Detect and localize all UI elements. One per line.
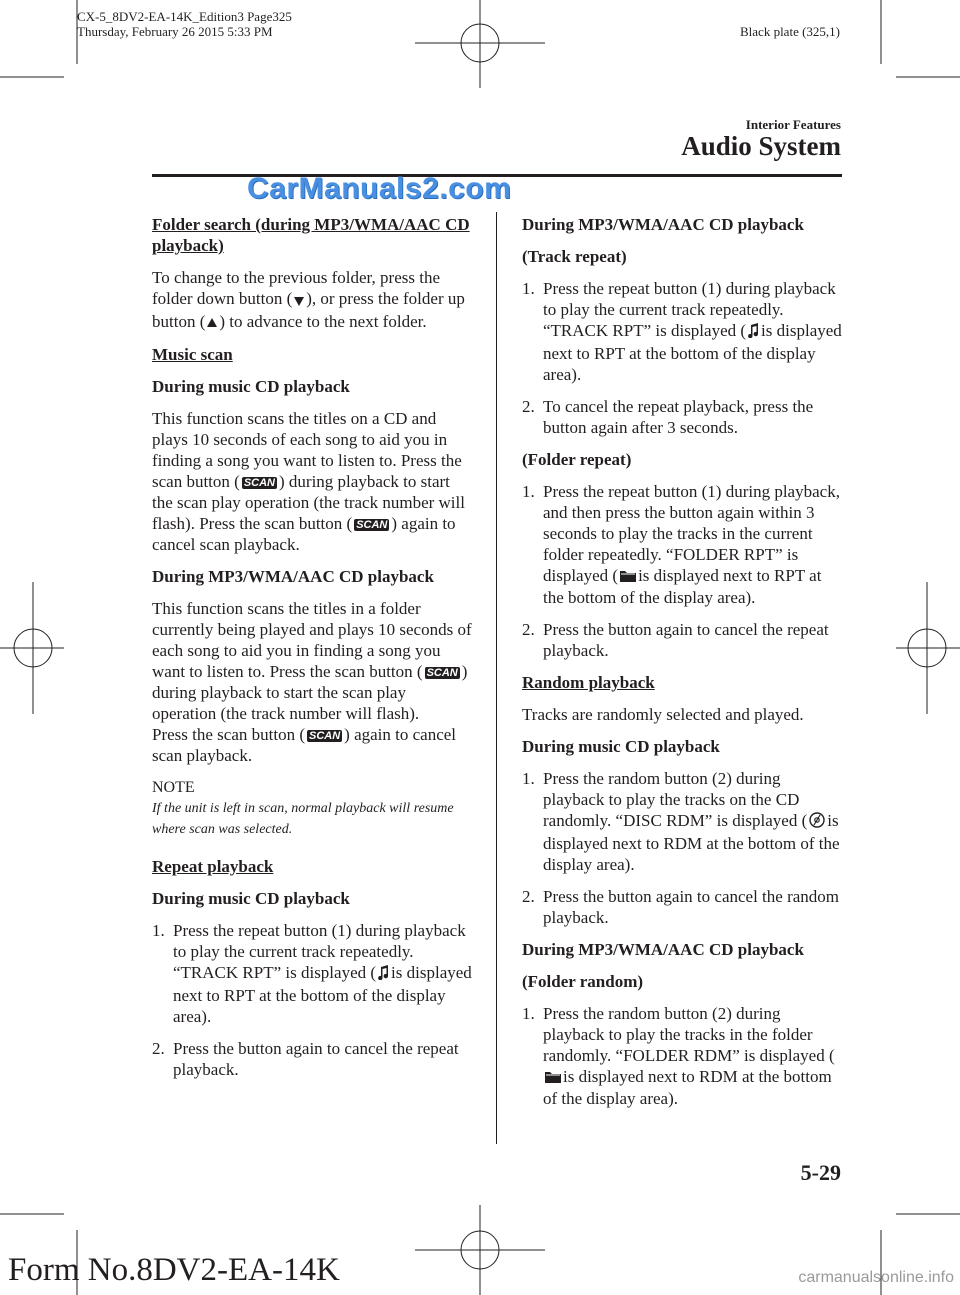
music-scan-heading: Music scan [152, 345, 233, 365]
scan-icon: SCAN [308, 730, 341, 743]
list-item: 2. Press the button again to cancel the repeat playback. [522, 620, 829, 661]
music-note-icon [378, 964, 389, 985]
mp3-scan-body: This function scans the titles in a folder currently being played and plays 10 seconds of each song to aid you in finding a song you want to listen to. Press the scan button ( SCAN ) during playback to start the scan play operation (the track number will flash). Press the scan button ( SCAN ) again to cancel scan playback. [152, 599, 472, 766]
list-item: 1. Press the repeat button (1) during playback, and then press the button again within 3 seconds to play the tracks in the current folder repeatedly. “FOLDER RPT” is displayed ( is displayed next to RPT at the bottom of the display area). [522, 481, 840, 608]
folder-search-body: To change to the previous folder, press the folder down button ( ), or press the folder up button ( ) to advance to the next folder. [152, 267, 474, 333]
list-item: 1. Press the random button (2) during playback to play the tracks in the folder randomly. “FOLDER RDM” is displayed (is displayed next to RDM at the bottom of the display area). [522, 1003, 835, 1109]
mp3-scan-heading: During MP3/WMA/AAC CD playback [152, 567, 434, 587]
left-column [152, 214, 474, 1091]
section-category: Interior Features [745, 117, 841, 132]
folder-up-icon [207, 312, 217, 333]
folder-icon [545, 1067, 561, 1088]
random-mp3-heading: During MP3/WMA/AAC CD playback [522, 939, 804, 959]
print-job-line-2: Thursday, February 26 2015 5:33 PM [77, 24, 273, 39]
repeat-heading: Repeat playback [152, 857, 274, 877]
form-number: Form No.8DV2-EA-14K [8, 1252, 340, 1288]
music-note-icon [748, 322, 759, 343]
print-job-info [77, 9, 292, 39]
folder-icon [620, 566, 636, 587]
list-item: 2. Press the button again to cancel the random playback. [522, 886, 839, 927]
watermark-logo: CarManuals2.com [247, 172, 512, 205]
folder-search-heading: Folder search (during MP3/WMA/AAC CD playback) [152, 215, 470, 255]
mp3-repeat-heading: During MP3/WMA/AAC CD playback [522, 215, 804, 234]
black-plate-label: Black plate (325,1) [740, 24, 840, 39]
list-item: 2. To cancel the repeat playback, press the button again after 3 seconds. [522, 396, 814, 437]
random-heading: Random playback [522, 673, 655, 693]
list-item: 1. Press the repeat button (1) during playback to play the current track repeatedly. “TRACK RPT” is displayed ( is displayed next to RPT at the bottom of the display area). [522, 279, 842, 384]
track-repeat-label: (Track repeat) [522, 247, 627, 266]
music-cd-heading: During music CD playback [152, 377, 350, 397]
right-column [522, 214, 844, 1120]
music-cd-body: This function scans the titles on a CD and plays 10 seconds of each song to aid you in finding a song you want to listen to. Press the scan button ( SCAN ) during playback to start the scan play operation (the track number will flash). Press the scan button ( SCAN ) again to cancel scan playback. [152, 409, 465, 555]
random-intro: Tracks are randomly selected and played. [522, 705, 804, 725]
scan-icon: SCAN [426, 667, 458, 680]
repeat-cd-heading: During music CD playback [152, 889, 350, 909]
note-label: NOTE [152, 779, 195, 797]
list-item: 1. Press the repeat button (1) during playback to play the current track repeatedly. “TRACK RPT” is displayed ( is displayed next to RPT at the bottom of the display area). [152, 921, 472, 1026]
site-watermark: carmanualsonline.info [798, 1269, 954, 1286]
section-title: Audio System [681, 131, 841, 161]
page-number: 5-29 [800, 1160, 841, 1185]
column-divider [496, 212, 497, 1144]
disc-icon [809, 812, 825, 833]
note-text: If the unit is left in scan, normal playback will resume where scan was selected. [152, 801, 454, 838]
folder-random-label: (Folder random) [522, 971, 644, 991]
list-item: 2. Press the button again to cancel the repeat playback. [152, 1038, 459, 1079]
folder-down-icon [294, 290, 304, 311]
scan-icon: SCAN [356, 519, 388, 532]
scan-icon: SCAN [243, 477, 275, 490]
list-item: 1. Press the random button (2) during playback to play the tracks on the CD randomly. “DISC RDM” is displayed ( is displayed next to RDM at the bottom of the display area). [522, 769, 840, 874]
folder-repeat-label: (Folder repeat) [522, 449, 632, 469]
random-cd-heading: During music CD playback [522, 737, 720, 757]
print-job-line-1: CX-5_8DV2-EA-14K_Edition3 Page325 [77, 9, 292, 24]
